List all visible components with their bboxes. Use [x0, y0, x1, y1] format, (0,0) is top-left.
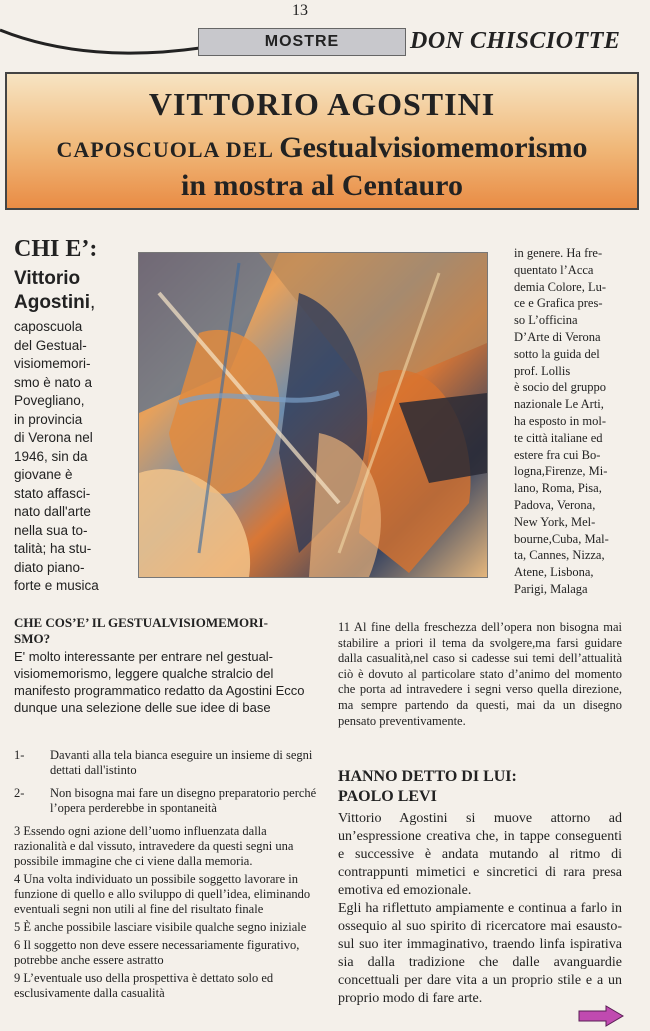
bio-line: stato affasci- — [14, 485, 91, 501]
item-number: 9 — [14, 971, 21, 985]
bio-line: demia Colore, Lu- — [514, 279, 606, 294]
bio-line: nato dall'arte — [14, 504, 91, 519]
item-number: 2- — [14, 786, 25, 800]
list-item — [14, 786, 319, 816]
bio-line: nazionale Le Arti, — [514, 397, 604, 412]
item-text: Davanti alla tela bianca eseguire un insieme di segni dettati dall'istinto — [50, 748, 313, 777]
list-item — [14, 748, 319, 778]
artist-name-line1: Vittorio — [14, 268, 81, 289]
artist-name — [14, 267, 95, 315]
headline-line1: VITTORIO AGOSTINI — [148, 86, 496, 122]
headline-line3: in mostra al Centauro — [181, 169, 463, 202]
manifesto-heading-line1: CHE COS’E’ IL GESTUALVISIOMEMORI- — [14, 615, 268, 630]
manifesto-list — [14, 748, 319, 1004]
chi-e-title: CHI E’: — [14, 236, 98, 262]
headline-line2-big: Gestualvisiomemorismo — [279, 131, 588, 164]
item-text: Non bisogna mai fare un disegno preparatorio perché l’opera perderebbe in spontaneità — [50, 786, 317, 815]
list-item — [14, 824, 319, 869]
manifesto-intro: E' molto interessante per entrare nel gestual-visiomemorismo, leggere qualche stralcio del manifesto programmatico redatto da Agostini Ecco dunque una selezione delle sue idee di base — [14, 649, 305, 715]
headline-line2-small: CAPOSCUOLA DEL — [56, 137, 273, 162]
bio-right-column — [514, 245, 620, 598]
quote-paragraph: Egli ha riflettuto ampiamente e continua a farlo in ossequio al suo spirito di ricercatore mai esausto- sul suo iter immaginativo, traendo linfa ispirativa sia dalla tradizione che dalle avanguardie concettuali per dare vita a un proprio stile e a un proprio modo di fare arte. — [338, 901, 622, 1006]
quote-body — [338, 810, 622, 1008]
bio-line: estere fra cui Bo- — [514, 447, 601, 462]
manifesto-heading — [14, 615, 314, 647]
bio-line: Povegliano, — [14, 393, 85, 408]
bio-line: nella sua to- — [14, 522, 88, 538]
quotes-heading — [338, 767, 517, 807]
bio-line: di Verona nel — [14, 430, 93, 445]
bio-line: New York, Mel- — [514, 514, 596, 529]
page-number: 13 — [292, 2, 308, 19]
item-number: 4 — [14, 872, 21, 886]
continue-arrow-icon[interactable] — [578, 1005, 624, 1027]
headline-line2 — [7, 131, 637, 165]
artist-name-line2: Agostini — [14, 292, 90, 313]
bio-line: D’Arte di Verona — [514, 329, 601, 344]
headline-banner — [5, 72, 639, 210]
bio-line: in provincia — [14, 411, 83, 427]
bio-line: ta, Cannes, Nizza, — [514, 548, 605, 563]
bio-line: caposcuola — [14, 319, 83, 334]
item-text: Il soggetto non deve essere necessariamente figurativo, potrebbe anche essere astratto — [14, 938, 300, 967]
bio-line: bourne,Cuba, Mal- — [514, 531, 609, 546]
bio-line: in genere. Ha fre- — [514, 246, 603, 260]
list-item — [14, 920, 319, 935]
bio-line: lano, Roma, Pisa, — [514, 481, 602, 496]
bio-line: Parigi, Malaga — [514, 581, 588, 596]
bio-line: te città italiane ed — [514, 430, 603, 445]
bio-left-column — [14, 318, 136, 596]
bio-line: sotto la guida del — [514, 346, 600, 361]
header-swoosh — [0, 18, 200, 58]
item-text: È anche possibile lasciare visibile qualche segno iniziale — [23, 920, 307, 934]
masthead: DON CHISCIOTTE — [410, 28, 621, 54]
bio-line: diato piano- — [14, 559, 85, 575]
item-number: 3 — [14, 824, 21, 838]
painting-image — [138, 252, 488, 578]
manifesto-item-11: 11 Al fine della freschezza dell’opera non bisogna mai stabilire a priori il tema da svolgere,ma farsi guidare dalla casualità,nel caso si cadesse sui temi dell’attualità ciò è dovuto al particolare stato d’animo del momento che porta ad intravedere i segni verso quella direzione, ma sempre partendo da questi, mai da un disegno pensato preventivamente. — [338, 620, 622, 728]
bio-line: Atene, Lisbona, — [514, 565, 594, 580]
item-number: 6 — [14, 938, 21, 952]
bio-line: smo è nato a — [14, 374, 93, 390]
list-item — [14, 872, 319, 917]
bio-line: quentato l’Acca — [514, 262, 594, 277]
bio-line: giovane è — [14, 467, 73, 482]
quotes-author: PAOLO LEVI — [338, 788, 437, 805]
section-label: MOSTRE — [198, 28, 406, 56]
bio-line: so L’officina — [514, 313, 578, 328]
bio-line: Padova, Verona, — [514, 497, 596, 512]
item-number: 1- — [14, 748, 25, 762]
bio-line: è socio del gruppo — [514, 380, 606, 395]
item-text: L’eventuale uso della prospettiva è dettato solo ed esclusivamente dalla casualità — [14, 971, 274, 1000]
bio-line: visiomemori- — [14, 356, 91, 371]
bio-line: prof. Lollis — [514, 363, 571, 378]
bio-line: logna,Firenze, Mi- — [514, 464, 608, 479]
list-item — [14, 971, 319, 1001]
item-text: Una volta individuato un possibile soggetto lavorare in funzione di quello e allo sviluppo di quell’idea, eliminando eventuali segni non utili al fine del risultato finale — [14, 872, 311, 916]
bio-line: 1946, sin da — [14, 448, 88, 464]
bio-line: del Gestual- — [14, 337, 87, 353]
item-text: Essendo ogni azione dell’uomo influenzata dalla razionalità e dal vissuto, intravedere da questi segni una possibile immagine che ci viene dalla memoria. — [14, 824, 294, 868]
list-item — [14, 938, 319, 968]
item-number: 5 — [14, 920, 21, 934]
bio-line: ha esposto in mol- — [514, 413, 607, 428]
quote-paragraph: Vittorio Agostini si muove attorno ad un’espressione creativa che, in tappe conseguenti e successive è andata mutando al ritmo di contrappunti mimetici e sincretici di rara presa emotiva ed emozionale. — [338, 811, 622, 898]
bio-line: talità; ha stu- — [14, 541, 92, 556]
manifesto-heading-line2: SMO? — [14, 631, 51, 646]
bio-line: forte e musica — [14, 578, 99, 593]
artist-name-suffix: , — [90, 292, 96, 313]
bio-line: ce e Grafica pres- — [514, 296, 603, 311]
quotes-heading-line1: HANNO DETTO DI LUI: — [338, 768, 517, 785]
